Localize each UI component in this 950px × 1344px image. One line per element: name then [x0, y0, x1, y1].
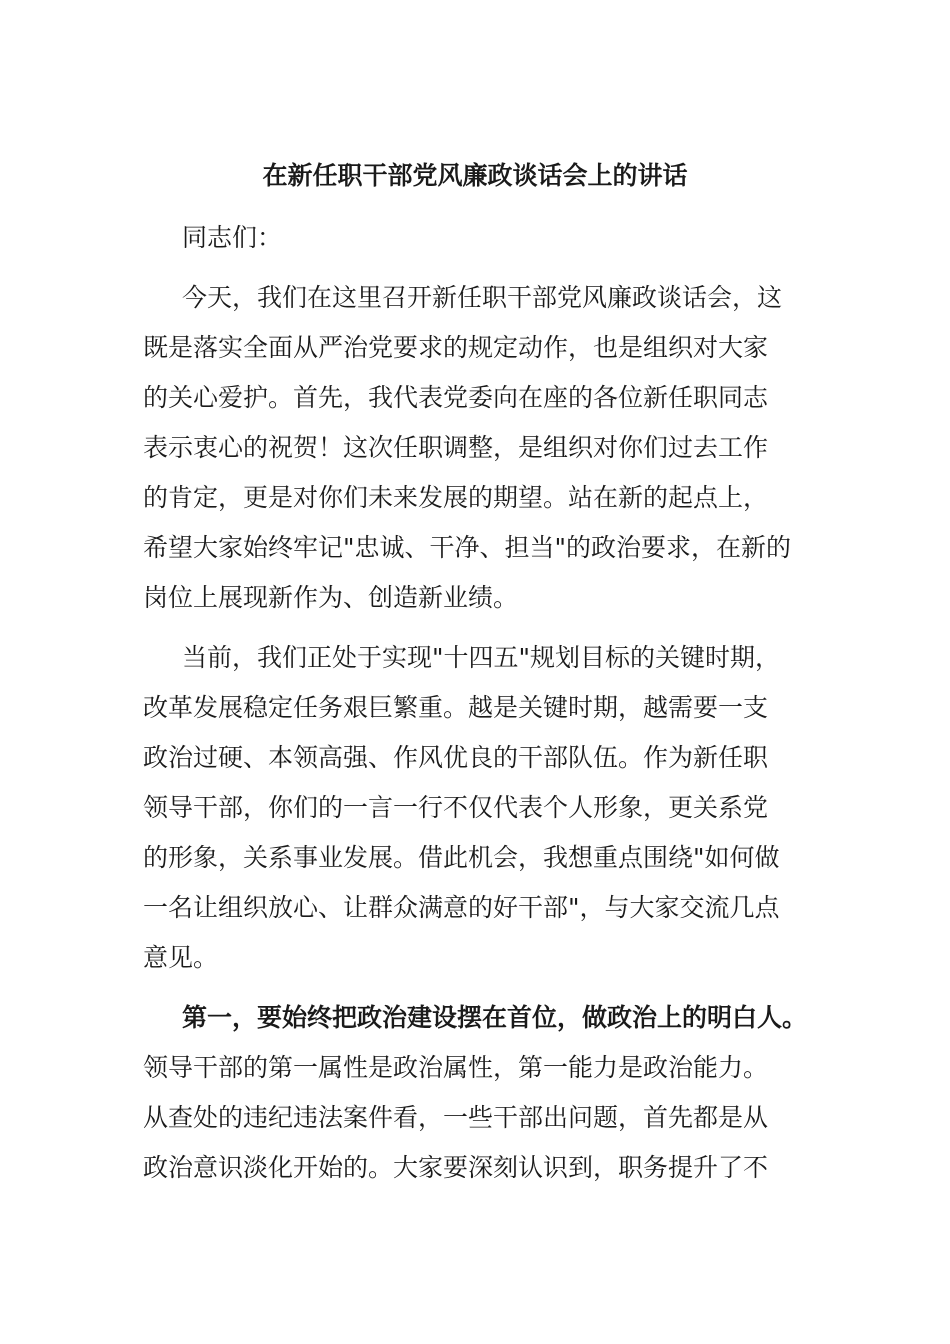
paragraph-line: 从查处的违纪违法案件看，一些干部出问题，首先都是从 [143, 1103, 769, 1132]
paragraph-line: 的关心爱护。首先，我代表党委向在座的各位新任职同志 [143, 383, 769, 412]
paragraph-2 [143, 633, 808, 983]
paragraph-line: 岗位上展现新作为、创造新业绩。 [143, 583, 519, 612]
paragraph-line: 既是落实全面从严治党要求的规定动作，也是组织对大家 [143, 333, 769, 362]
paragraph-1 [143, 273, 808, 623]
paragraph-line: 政治意识淡化开始的。大家要深刻认识到，职务提升了不 [143, 1153, 769, 1182]
paragraph-3 [143, 993, 808, 1193]
paragraph-line: 今天，我们在这里召开新任职干部党风廉政谈话会，这 [182, 283, 783, 312]
paragraph-line: 当前，我们正处于实现"十四五"规划目标的关键时期， [182, 643, 781, 672]
paragraph-line: 意见。 [143, 943, 219, 972]
paragraph-line: 政治过硬、本领高强、作风优良的干部队伍。作为新任职 [143, 743, 769, 772]
section-heading: 第一，要始终把政治建设摆在首位，做政治上的明白人。 [182, 1003, 808, 1032]
paragraph-line: 一名让组织放心、让群众满意的好干部"，与大家交流几点 [143, 893, 780, 922]
paragraph-line: 的肯定，更是对你们未来发展的期望。站在新的起点上， [143, 483, 769, 512]
document-title: 在新任职干部党风廉政谈话会上的讲话 [262, 161, 688, 190]
salutation: 同志们： [182, 223, 283, 252]
paragraph-line: 领导干部，你们的一言一行不仅代表个人形象，更关系党 [143, 793, 769, 822]
paragraph-line: 希望大家始终牢记"忠诚、干净、担当"的政治要求，在新的 [143, 533, 792, 562]
paragraph-line: 的形象，关系事业发展。借此机会，我想重点围绕"如何做 [143, 843, 780, 872]
paragraph-line: 领导干部的第一属性是政治属性，第一能力是政治能力。 [143, 1053, 769, 1082]
paragraph-line: 表示衷心的祝贺！这次任职调整，是组织对你们过去工作 [143, 433, 769, 462]
paragraph-line: 改革发展稳定任务艰巨繁重。越是关键时期，越需要一支 [143, 693, 769, 722]
